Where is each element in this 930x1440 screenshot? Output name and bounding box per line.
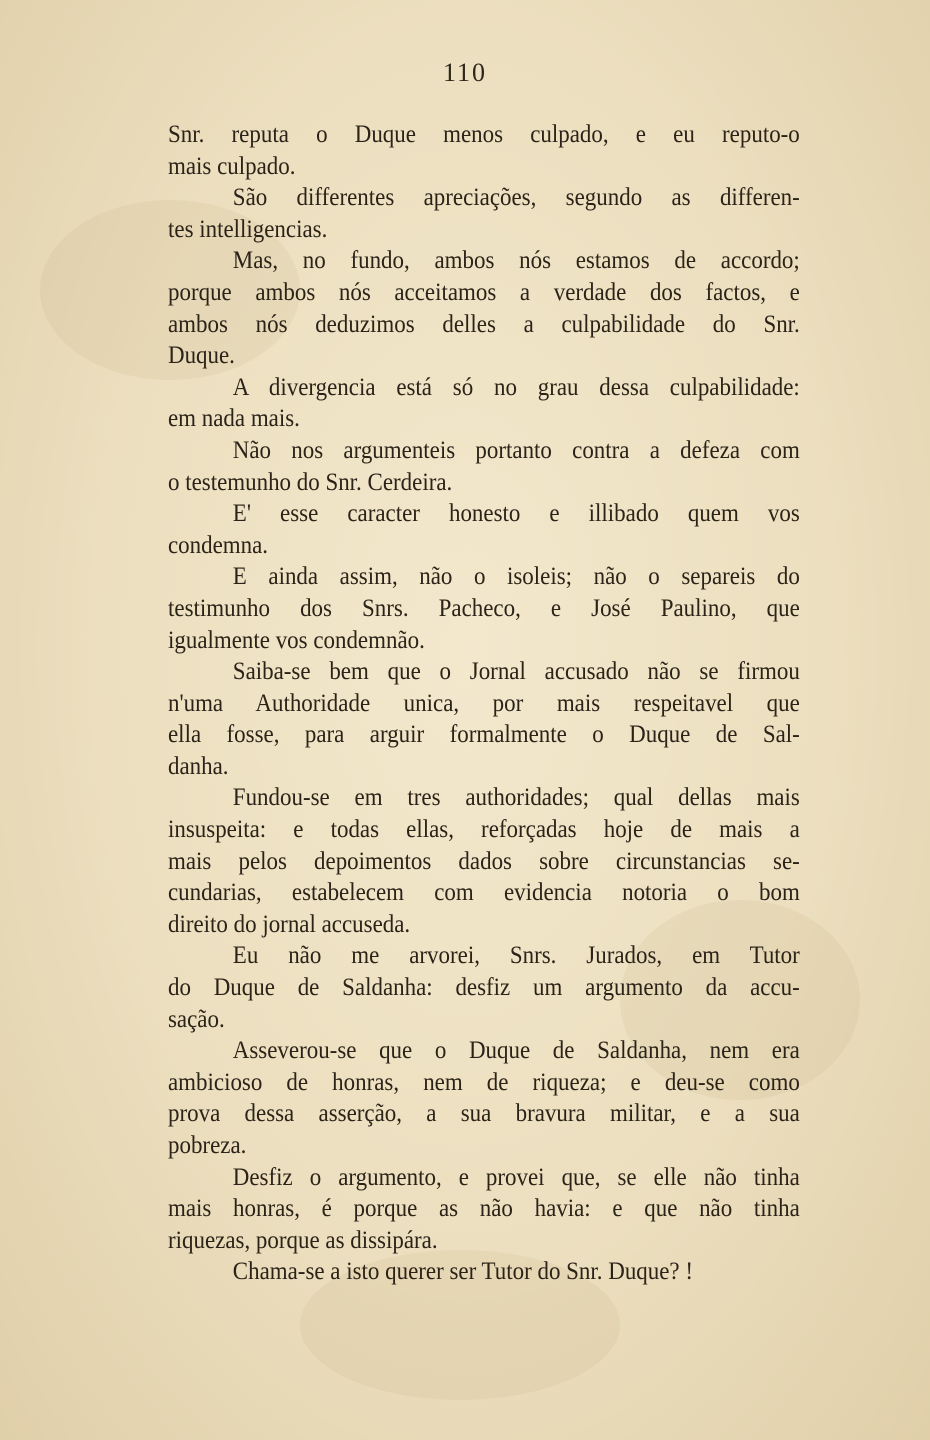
text-line: insuspeita: e todas ellas, reforçadas hoje de mais a — [168, 814, 800, 844]
text-line: porque ambos nós acceitamos a verdade dos factos, e — [168, 276, 800, 306]
text-line: A divergencia está só no grau dessa culpabilidade: — [232, 371, 800, 401]
text-line: Fundou-se em tres authoridades; qual dellas mais — [232, 782, 800, 812]
text-line: Duque. — [168, 340, 235, 370]
text-line: testimunho dos Snrs. Pacheco, e José Paulino, que — [168, 592, 800, 622]
text-line: mais pelos depoimentos dados sobre circunstancias se- — [168, 845, 800, 875]
text-line: em nada mais. — [168, 403, 300, 433]
text-line: direito do jornal accuseda. — [168, 908, 411, 938]
text-line: n'uma Authoridade unica, por mais respeitavel que — [168, 687, 800, 717]
text-line: condemna. — [168, 529, 269, 559]
text-line: prova dessa asserção, a sua bravura militar, e a sua — [168, 1098, 800, 1128]
text-line: São differentes apreciações, segundo as differen- — [232, 182, 800, 212]
text-line: E' esse caracter honesto e illibado quem vos — [232, 498, 800, 528]
text-line: o testemunho do Snr. Cerdeira. — [168, 466, 453, 496]
text-line: cundarias, estabelecem com evidencia notoria o bom — [168, 877, 800, 907]
text-line: mais honras, é porque as não havia: e que não tinha — [168, 1193, 800, 1223]
text-line: tes intelligencias. — [168, 213, 328, 243]
text-line: Eu não me arvorei, Snrs. Jurados, em Tutor — [232, 940, 800, 970]
text-line: igualmente vos condemnão. — [168, 624, 425, 654]
text-line: Asseverou-se que o Duque de Saldanha, nem era — [232, 1035, 800, 1065]
text-line: Snr. reputa o Duque menos culpado, e eu reputo-o — [168, 119, 800, 148]
text-line: Desfiz o argumento, e provei que, se elle não tinha — [232, 1161, 800, 1191]
text-line: Saiba-se bem que o Jornal accusado não se firmou — [232, 656, 800, 686]
text-line: danha. — [168, 750, 229, 780]
page-number: 110 — [442, 58, 488, 87]
text-line: ambos nós deduzimos delles a culpabilidade do Snr. — [168, 308, 800, 338]
text-line: ambicioso de honras, nem de riqueza; e deu-se como — [168, 1066, 800, 1096]
body-text — [168, 118, 800, 1287]
text-line: sação. — [168, 1003, 225, 1033]
text-line: Mas, no fundo, ambos nós estamos de accordo; — [232, 245, 800, 275]
text-line: E ainda assim, não o isoleis; não o separeis do — [232, 561, 800, 591]
text-line: mais culpado. — [168, 150, 296, 180]
text-line: ella fosse, para arguir formalmente o Duque de Sal- — [168, 719, 800, 749]
text-line: Não nos argumenteis portanto contra a defeza com — [232, 434, 800, 464]
text-line: Chama-se a isto querer ser Tutor do Snr. Duque? ! — [232, 1256, 694, 1286]
text-line: do Duque de Saldanha: desfiz um argumento da accu- — [168, 972, 800, 1002]
text-line: riquezas, porque as dissipára. — [168, 1224, 438, 1254]
text-line: pobreza. — [168, 1130, 247, 1159]
